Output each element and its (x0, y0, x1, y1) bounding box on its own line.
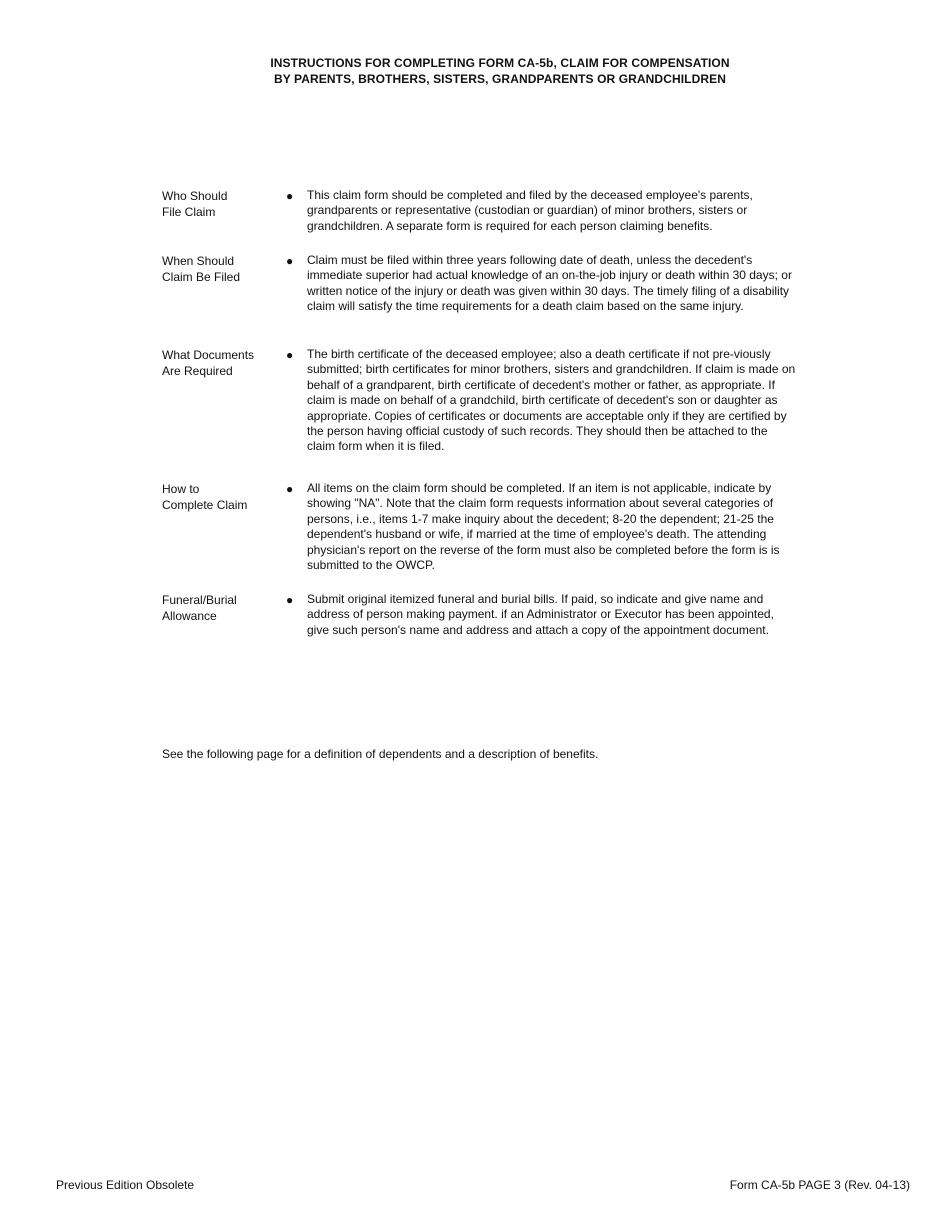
section-label (162, 592, 272, 624)
section-label-line-1: Funeral/Burial (162, 593, 237, 607)
section-text: The birth certificate of the deceased employee; also a death certificate if not pre-viously submitted; birth certificates for minor brothers, sisters and grandchildren. If claim is made on behalf of a grandparent, birth certificate of decedent's mother or father, as appropriate. If claim is made on behalf of a grandchild, birth certificate of decedent's son or daughter as appropriate. Copies of certificates or documents are acceptable only if they are certified by the person having official custody of such records. They should then be attached to the claim form when it is filed. (307, 347, 796, 454)
page-title-line-1: INSTRUCTIONS FOR COMPLETING FORM CA-5b, CLAIM FOR COMPENSATION (270, 56, 730, 70)
bullet-icon: ● (286, 482, 294, 496)
following-page-note: See the following page for a definition of dependents and a description of benefits. (162, 747, 599, 761)
section-text: All items on the claim form should be completed. If an item is not applicable, indicate by showing "NA". Note that the claim form requests information about several categories of persons, i.e., items 1-7 make inquiry about the decedent; 8-20 the dependent; 21-25 the dependent's husband or wife, if married at the time of employee's death. The attending physician's report on the reverse of the form must also be completed before the form is is submitted to the OWCP. (307, 481, 780, 573)
footer-edition-note: Previous Edition Obsolete (56, 1178, 195, 1192)
section-label-line-2: Complete Claim (162, 498, 248, 512)
section-label (162, 347, 272, 379)
section-label-line-2: Allowance (162, 609, 217, 623)
page-title-line-2: BY PARENTS, BROTHERS, SISTERS, GRANDPARENTS OR GRANDCHILDREN (273, 72, 727, 86)
section-label-line-2: Are Required (162, 364, 233, 378)
section-text: This claim form should be completed and filed by the deceased employee's parents, grandparents or representative (custodian or guardian) of minor brothers, sisters or grandchildren. A separate form is required for each person claiming benefits. (307, 188, 753, 233)
bullet-icon: ● (286, 254, 294, 268)
bullet-icon: ● (286, 593, 294, 607)
section-text: Claim must be filed within three years following date of death, unless the decedent's immediate superior had actual knowledge of an on-the-job injury or death within 30 days; or written notice of the injury or death was given within 30 days. The timely filing of a disability claim will satisfy the time requirements for a death claim based on the same injury. (307, 253, 792, 314)
section-label-line-1: Who Should (162, 189, 228, 203)
section-label-line-2: File Claim (162, 205, 216, 219)
section-label (162, 188, 272, 220)
section-label-line-1: When Should (162, 254, 235, 268)
bullet-icon: ● (286, 348, 294, 362)
section-label-line-1: How to (162, 482, 200, 496)
section-label (162, 481, 272, 513)
footer-form-id: Form CA-5b PAGE 3 (Rev. 04-13) (729, 1178, 910, 1192)
section-label-line-2: Claim Be Filed (162, 270, 241, 284)
section-text: Submit original itemized funeral and burial bills. If paid, so indicate and give name and address of person making payment. if an Administrator or Executor has been appointed, give such person's name and address and attach a copy of the appointment document. (307, 592, 774, 637)
section-label (162, 253, 272, 285)
section-label-line-1: What Documents (162, 348, 255, 362)
bullet-icon: ● (286, 189, 294, 203)
